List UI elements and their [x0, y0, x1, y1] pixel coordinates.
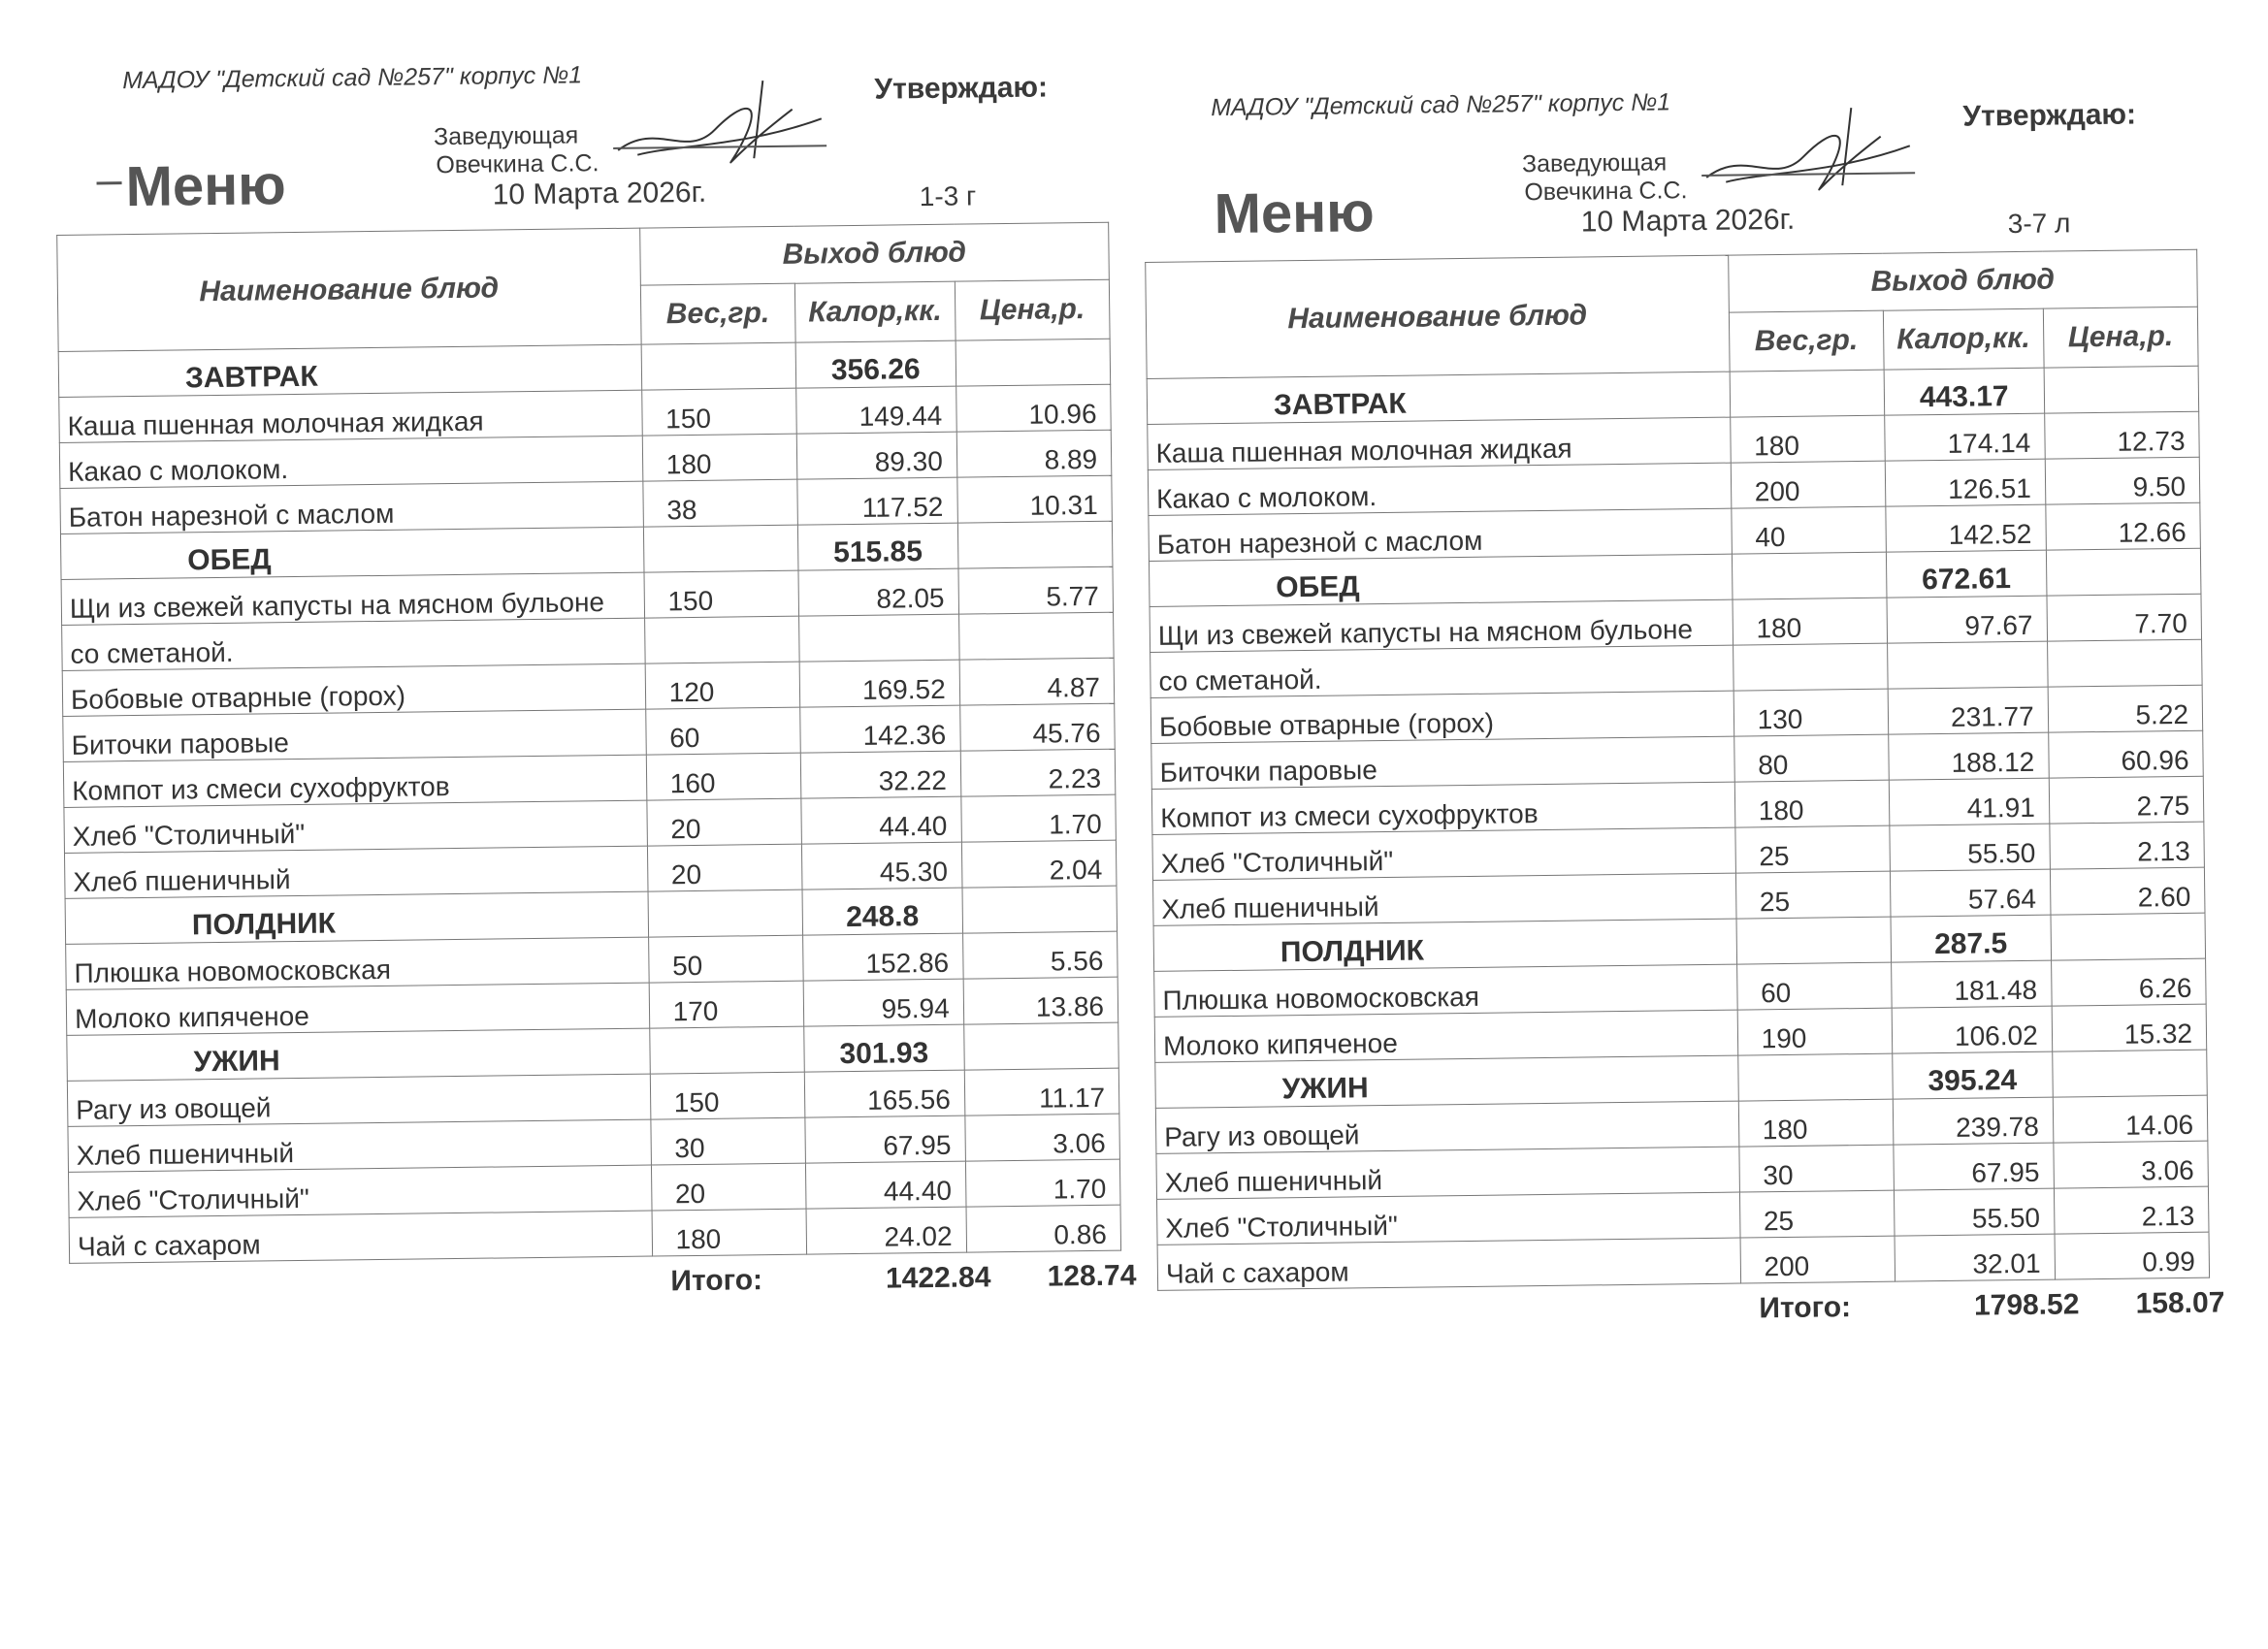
dish-name: Бобовые отварные (горох) — [1150, 691, 1733, 743]
dish-name: Хлеб пшеничный — [1152, 873, 1735, 925]
section-calories-total: 395.24 — [1893, 1051, 2053, 1099]
dish-price: 4.87 — [959, 658, 1115, 705]
dish-weight: 200 — [1731, 461, 1886, 508]
dish-price: 2.75 — [2049, 776, 2204, 824]
menu-table — [1145, 249, 2210, 1291]
dish-price: 9.50 — [2045, 457, 2200, 504]
dish-calories: 188.12 — [1889, 732, 2049, 780]
director-role: Заведующая — [1521, 148, 1668, 178]
section-calories-total: 248.8 — [802, 888, 962, 935]
dish-weight: 150 — [644, 570, 799, 618]
dish-price: 0.86 — [966, 1205, 1121, 1252]
dish-calories: 239.78 — [1893, 1097, 2053, 1145]
dish-calories: 55.50 — [1890, 824, 2050, 871]
dish-weight: 40 — [1731, 506, 1886, 554]
dish-name: Хлеб "Столичный" — [1152, 827, 1735, 880]
totals-label: Итого: — [670, 1264, 763, 1298]
dish-name: Какао с молоком. — [59, 436, 642, 488]
dish-weight: 150 — [641, 388, 796, 436]
totals-row — [1759, 1286, 2224, 1325]
menu-sheet-left — [54, 47, 1148, 1437]
dish-calories: 165.56 — [804, 1070, 964, 1117]
dish-weight: 25 — [1735, 871, 1891, 919]
dish-name: Щи из свежей капусты на мясном бульоне — [1150, 599, 1733, 652]
dish-calories: 117.52 — [797, 477, 957, 525]
dish-calories: 152.86 — [802, 933, 962, 981]
weight-column-header: Вес,гр. — [1729, 310, 1884, 372]
dish-price: 3.06 — [2054, 1141, 2209, 1188]
section-empty-cell — [1730, 370, 1885, 417]
dish-calories: 57.64 — [1890, 869, 2050, 917]
dish-calories: 41.91 — [1889, 778, 2049, 825]
dish-price: 5.56 — [962, 931, 1118, 979]
dish-price: 10.96 — [956, 384, 1111, 432]
dish-calories: 32.22 — [800, 751, 960, 798]
dish-weight: 190 — [1737, 1008, 1893, 1055]
section-empty-cell — [2044, 366, 2199, 413]
dish-weight: 130 — [1733, 689, 1889, 736]
dish-price: 6.26 — [2051, 958, 2206, 1006]
weight-column-header: Вес,гр. — [640, 283, 795, 344]
age-group: 1-3 г — [919, 180, 977, 212]
dish-price: 2.23 — [960, 749, 1116, 796]
dish-name: Чай с сахаром — [69, 1211, 652, 1263]
dish-price: 7.70 — [2047, 594, 2202, 641]
section-name: ЗАВТРАК — [1147, 372, 1730, 424]
dish-weight: 200 — [1740, 1236, 1895, 1283]
director-line — [434, 116, 978, 179]
dash-mark — [97, 181, 122, 184]
menu-rows — [1147, 366, 2209, 1290]
dish-weight: 20 — [646, 798, 801, 846]
dish-name: Какао с молоком. — [1148, 463, 1731, 515]
dish-calories: 44.40 — [801, 796, 961, 844]
dish-name: Хлеб "Столичный" — [1157, 1192, 1740, 1245]
dish-price: 45.76 — [959, 703, 1115, 751]
dish-name: Хлеб пшеничный — [68, 1119, 651, 1172]
menu-title: Меню — [1214, 180, 1376, 246]
dish-calories: 106.02 — [1892, 1006, 2052, 1053]
dish-price — [2047, 639, 2202, 687]
dish-calories: 97.67 — [1887, 596, 2047, 643]
age-group: 3-7 л — [2007, 208, 2071, 240]
dish-name: Чай с сахаром — [1157, 1238, 1740, 1290]
section-empty-cell — [957, 521, 1113, 568]
section-name: ОБЕД — [60, 527, 643, 579]
approve-label: Утверждаю: — [1962, 98, 2137, 133]
dish-price: 5.22 — [2048, 685, 2203, 732]
dish-weight — [644, 616, 799, 663]
dish-weight: 25 — [1739, 1190, 1895, 1238]
dish-price: 14.06 — [2053, 1095, 2208, 1143]
dish-weight: 180 — [1733, 598, 1888, 645]
dish-price: 11.17 — [964, 1068, 1119, 1116]
totals-price: 158.07 — [2135, 1286, 2225, 1320]
dish-calories: 149.44 — [796, 386, 956, 434]
dish-name: Молоко кипяченое — [66, 983, 649, 1035]
dish-weight: 120 — [645, 662, 800, 709]
price-column-header: Цена,р. — [2043, 307, 2198, 368]
dish-price: 2.60 — [2050, 867, 2205, 915]
dish-name: Щи из свежей капусты на мясном бульоне — [61, 572, 644, 625]
dish-calories: 142.36 — [800, 705, 960, 753]
dish-calories: 32.01 — [1895, 1234, 2055, 1281]
dish-price: 12.73 — [2044, 411, 2199, 459]
dish-name: Биточки паровые — [63, 709, 646, 761]
signature-line — [1701, 150, 1915, 177]
section-calories-total: 301.93 — [804, 1024, 964, 1072]
dish-calories: 44.40 — [805, 1161, 965, 1209]
dish-name: со сметаной. — [1150, 645, 1733, 697]
director-role: Заведующая — [433, 121, 579, 151]
dish-column-header: Наименование блюд — [57, 228, 641, 351]
section-empty-cell — [963, 1022, 1118, 1070]
dish-price: 15.32 — [2052, 1004, 2207, 1051]
dish-price: 10.31 — [956, 475, 1112, 523]
dish-calories — [798, 614, 958, 662]
dish-calories: 231.77 — [1888, 687, 2048, 734]
section-empty-cell — [649, 1026, 804, 1074]
dish-calories: 95.94 — [803, 979, 963, 1026]
dish-calories: 55.50 — [1894, 1188, 2054, 1236]
section-empty-cell — [1736, 917, 1892, 964]
section-calories-total: 287.5 — [1891, 915, 2051, 962]
output-column-header: Выход блюд — [639, 222, 1109, 285]
dish-column-header: Наименование блюд — [1146, 255, 1730, 378]
section-empty-cell — [641, 342, 796, 390]
section-calories-total: 356.26 — [795, 340, 956, 388]
dish-name: со сметаной. — [62, 618, 645, 670]
director-line — [1522, 144, 2066, 207]
dish-name: Батон нарезной с маслом — [1149, 508, 1732, 561]
section-name: ЗАВТРАК — [58, 344, 641, 397]
section-calories-total: 515.85 — [797, 523, 957, 570]
approve-label: Утверждаю: — [874, 71, 1049, 106]
dish-price — [958, 612, 1114, 660]
section-empty-cell — [2052, 1050, 2207, 1097]
dish-weight: 30 — [1739, 1145, 1895, 1192]
section-calories-total: 672.61 — [1886, 550, 2046, 598]
dish-price: 13.86 — [963, 977, 1118, 1024]
dish-price: 1.70 — [965, 1159, 1120, 1207]
dish-weight: 180 — [652, 1209, 807, 1256]
dish-name: Компот из смеси сухофруктов — [1151, 782, 1734, 834]
dish-price: 2.04 — [961, 840, 1117, 888]
dish-weight: 150 — [650, 1072, 805, 1119]
dish-name: Хлеб "Столичный" — [64, 800, 647, 853]
signature-line — [613, 123, 826, 149]
dish-weight: 30 — [651, 1117, 806, 1165]
dish-name: Батон нарезной с маслом — [60, 481, 643, 534]
menu-rows — [58, 339, 1120, 1263]
dish-weight — [1733, 643, 1888, 691]
dish-calories: 45.30 — [801, 842, 961, 889]
organization-name: МАДОУ "Детский сад №257" корпус №1 — [122, 61, 583, 95]
section-empty-cell — [2046, 548, 2201, 596]
section-name: ПОЛДНИК — [1153, 919, 1736, 971]
section-empty-cell — [643, 525, 798, 572]
dish-calories: 67.95 — [805, 1116, 965, 1163]
section-empty-cell — [956, 339, 1111, 386]
organization-name: МАДОУ "Детский сад №257" корпус №1 — [1211, 88, 1671, 122]
dish-weight: 180 — [1730, 415, 1885, 463]
dish-calories: 181.48 — [1891, 960, 2051, 1008]
dish-price: 5.77 — [958, 566, 1114, 614]
calories-column-header: Калор,кк. — [1883, 308, 2044, 370]
dish-weight: 180 — [1738, 1099, 1894, 1147]
dish-calories: 169.52 — [799, 660, 959, 707]
totals-price: 128.74 — [1047, 1259, 1137, 1293]
dish-calories: 89.30 — [796, 432, 956, 479]
dish-price: 12.66 — [2045, 502, 2200, 550]
dish-weight: 60 — [645, 707, 800, 755]
dish-weight: 180 — [642, 434, 797, 481]
dish-price: 3.06 — [965, 1114, 1120, 1161]
dish-weight: 60 — [1736, 962, 1892, 1010]
dish-name: Рагу из овощей — [1155, 1101, 1738, 1153]
menu-table — [56, 222, 1121, 1264]
dish-name: Плюшка новомосковская — [66, 937, 649, 989]
section-empty-cell — [1732, 552, 1887, 599]
menu-title: Меню — [125, 153, 287, 219]
dish-name: Биточки паровые — [1151, 736, 1734, 789]
dish-name: Каша пшенная молочная жидкая — [1148, 417, 1731, 469]
totals-calories: 1422.84 — [885, 1261, 991, 1295]
section-empty-cell — [962, 886, 1118, 933]
director-name: Овечкина С.С. — [1524, 177, 1688, 207]
menu-sheet-right — [1143, 74, 2236, 1464]
dish-calories: 67.95 — [1894, 1143, 2054, 1190]
dish-weight: 20 — [651, 1163, 806, 1211]
dish-weight: 25 — [1734, 825, 1890, 873]
dish-price: 8.89 — [956, 430, 1112, 477]
dish-name: Каша пшенная молочная жидкая — [59, 390, 642, 442]
output-column-header: Выход блюд — [1728, 249, 2197, 312]
price-column-header: Цена,р. — [955, 279, 1110, 340]
dish-price: 2.13 — [2050, 822, 2205, 869]
dish-weight: 20 — [647, 844, 802, 891]
dish-weight: 80 — [1733, 734, 1889, 782]
section-calories-total: 443.17 — [1884, 368, 2044, 415]
dish-weight: 160 — [646, 753, 801, 800]
section-name: ПОЛДНИК — [65, 891, 648, 944]
dish-weight: 180 — [1734, 780, 1890, 827]
dish-name: Хлеб пшеничный — [64, 846, 647, 898]
section-name: УЖИН — [1155, 1055, 1738, 1108]
dish-price: 60.96 — [2048, 730, 2203, 778]
section-empty-cell — [648, 889, 803, 937]
section-empty-cell — [2051, 913, 2206, 960]
director-name: Овечкина С.С. — [436, 149, 599, 179]
dish-price: 2.13 — [2054, 1186, 2209, 1234]
dish-calories: 82.05 — [798, 568, 958, 616]
dish-weight: 50 — [648, 935, 803, 983]
totals-label: Итого: — [1759, 1291, 1852, 1325]
section-empty-cell — [1737, 1053, 1893, 1101]
totals-calories: 1798.52 — [1973, 1288, 2080, 1322]
section-name: ОБЕД — [1149, 554, 1732, 606]
menu-date: 10 Марта 2026г. — [1580, 203, 1796, 239]
dish-name: Компот из смеси сухофруктов — [63, 755, 646, 807]
dish-weight: 170 — [649, 981, 804, 1028]
dish-name: Хлеб пшеничный — [1156, 1147, 1739, 1199]
dish-name: Молоко кипяченое — [1154, 1010, 1737, 1062]
dish-price: 0.99 — [2055, 1232, 2210, 1279]
dish-weight: 38 — [642, 479, 797, 527]
dish-calories: 174.14 — [1885, 413, 2045, 461]
totals-row — [670, 1259, 1136, 1298]
dish-calories: 126.51 — [1885, 459, 2045, 506]
calories-column-header: Калор,кк. — [794, 281, 956, 342]
dish-name: Хлеб "Столичный" — [69, 1165, 652, 1217]
dish-calories: 142.52 — [1886, 504, 2046, 552]
dish-calories: 24.02 — [806, 1207, 966, 1254]
section-name: УЖИН — [67, 1028, 650, 1081]
dish-calories — [1887, 641, 2047, 689]
dish-price: 1.70 — [961, 794, 1117, 842]
dish-name: Плюшка новомосковская — [1154, 964, 1737, 1017]
menu-date: 10 Марта 2026г. — [492, 176, 707, 211]
dish-name: Рагу из овощей — [67, 1074, 650, 1126]
dish-name: Бобовые отварные (горох) — [62, 663, 645, 716]
